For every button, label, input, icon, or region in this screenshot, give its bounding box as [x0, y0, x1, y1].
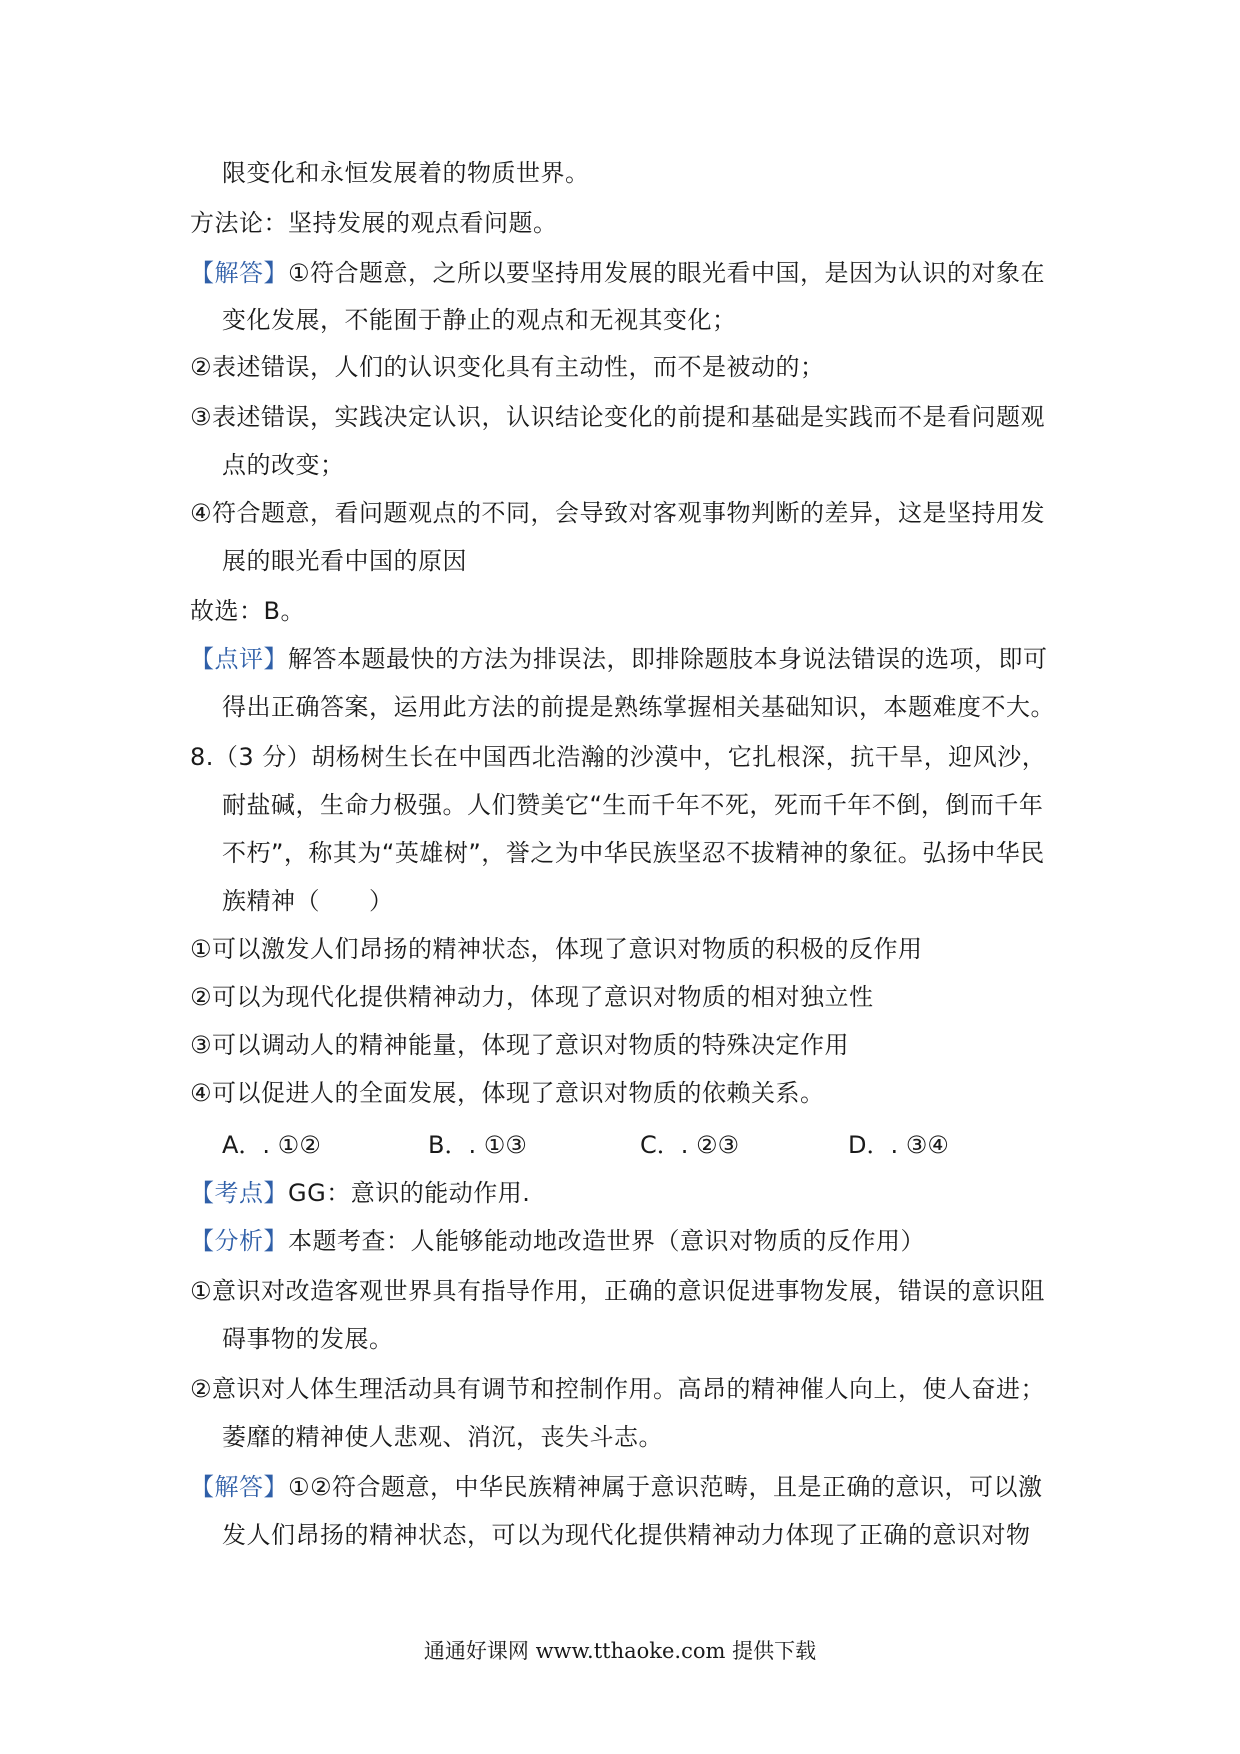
text-line: 不朽”，称其为“英雄树”，誉之为中华民族坚忍不拔精神的象征。弘扬中华民 — [222, 839, 1045, 867]
text-line: ②意识对人体生理活动具有调节和控制作用。高昂的精神催人向上，使人奋进； — [190, 1375, 1046, 1403]
text-line: ④符合题意，看问题观点的不同，会导致对客观事物判断的差异，这是坚持用发 — [190, 499, 1046, 527]
text-segment: ①符合题意，之所以要坚持用发展的眼光看中国，是因为认识的对象在 — [288, 259, 1046, 287]
option-c: C．. ②③ — [640, 1131, 740, 1159]
text-segment: GG：意识的能动作用. — [288, 1179, 531, 1207]
text-line: 萎靡的精神使人悲观、消沉，丧失斗志。 — [222, 1423, 663, 1451]
text-line: ②表述错误，人们的认识变化具有主动性，而不是被动的； — [190, 353, 825, 381]
text-line: ①意识对改造客观世界具有指导作用，正确的意识促进事物发展，错误的意识阻 — [190, 1277, 1046, 1305]
text-line: 发人们昂扬的精神状态，可以为现代化提供精神动力体现了正确的意识对物 — [222, 1521, 1031, 1549]
text-line: ③表述错误，实践决定认识，认识结论变化的前提和基础是实践而不是看问题观 — [190, 403, 1046, 431]
statement-line: ④可以促进人的全面发展，体现了意识对物质的依赖关系。 — [190, 1079, 825, 1107]
statement-line: ①可以激发人们昂扬的精神状态，体现了意识对物质的积极的反作用 — [190, 935, 923, 963]
text-line: 耐盐碱，生命力极强。人们赞美它“生而千年不死，死而千年不倒，倒而千年 — [222, 791, 1044, 819]
text-segment: ①②符合题意，中华民族精神属于意识范畴，且是正确的意识，可以激 — [288, 1473, 1043, 1501]
text-line: 族精神（ ） — [222, 887, 394, 915]
review-line — [190, 642, 1048, 676]
text-segment: 本题考查：人能够能动地改造世界（意识对物质的反作用） — [288, 1227, 925, 1255]
answer-tag: 【解答】 — [190, 1473, 288, 1501]
text-line: 限变化和永恒发展着的物质世界。 — [222, 159, 590, 187]
text-line: 方法论：坚持发展的观点看问题。 — [190, 209, 558, 237]
text-line: 得出正确答案，运用此方法的前提是熟练掌握相关基础知识，本题难度不大。 — [222, 693, 1055, 721]
statement-line: ③可以调动人的精神能量，体现了意识对物质的特殊决定作用 — [190, 1031, 850, 1059]
option-d: D．. ③④ — [848, 1131, 949, 1159]
text-line: 点的改变； — [222, 451, 345, 479]
answer-line — [190, 1470, 1043, 1504]
text-line: 故选：B。 — [190, 597, 305, 625]
answer-tag: 【解答】 — [190, 259, 288, 287]
knowledge-tag: 【考点】 — [190, 1179, 288, 1207]
text-segment: 解答本题最快的方法为排误法，即排除题肢本身说法错误的选项，即可 — [288, 645, 1048, 673]
answer-line — [190, 256, 1045, 290]
knowledge-point-line — [190, 1176, 530, 1210]
analysis-line — [190, 1224, 925, 1258]
question-line: 8.（3 分）胡杨树生长在中国西北浩瀚的沙漠中，它扎根深，抗干旱，迎风沙， — [190, 743, 1047, 771]
option-b: B．. ①③ — [428, 1131, 527, 1159]
text-line: 变化发展，不能囿于静止的观点和无视其变化； — [222, 306, 737, 334]
option-a: A．. ①② — [222, 1131, 321, 1159]
text-line: 展的眼光看中国的原因 — [222, 547, 467, 575]
analysis-tag: 【分析】 — [190, 1227, 288, 1255]
statement-line: ②可以为现代化提供精神动力，体现了意识对物质的相对独立性 — [190, 983, 874, 1011]
text-line: 碍事物的发展。 — [222, 1325, 394, 1353]
review-tag: 【点评】 — [190, 645, 288, 673]
footer-credit: 通通好课网 www.tthaoke.com 提供下载 — [423, 1639, 817, 1663]
